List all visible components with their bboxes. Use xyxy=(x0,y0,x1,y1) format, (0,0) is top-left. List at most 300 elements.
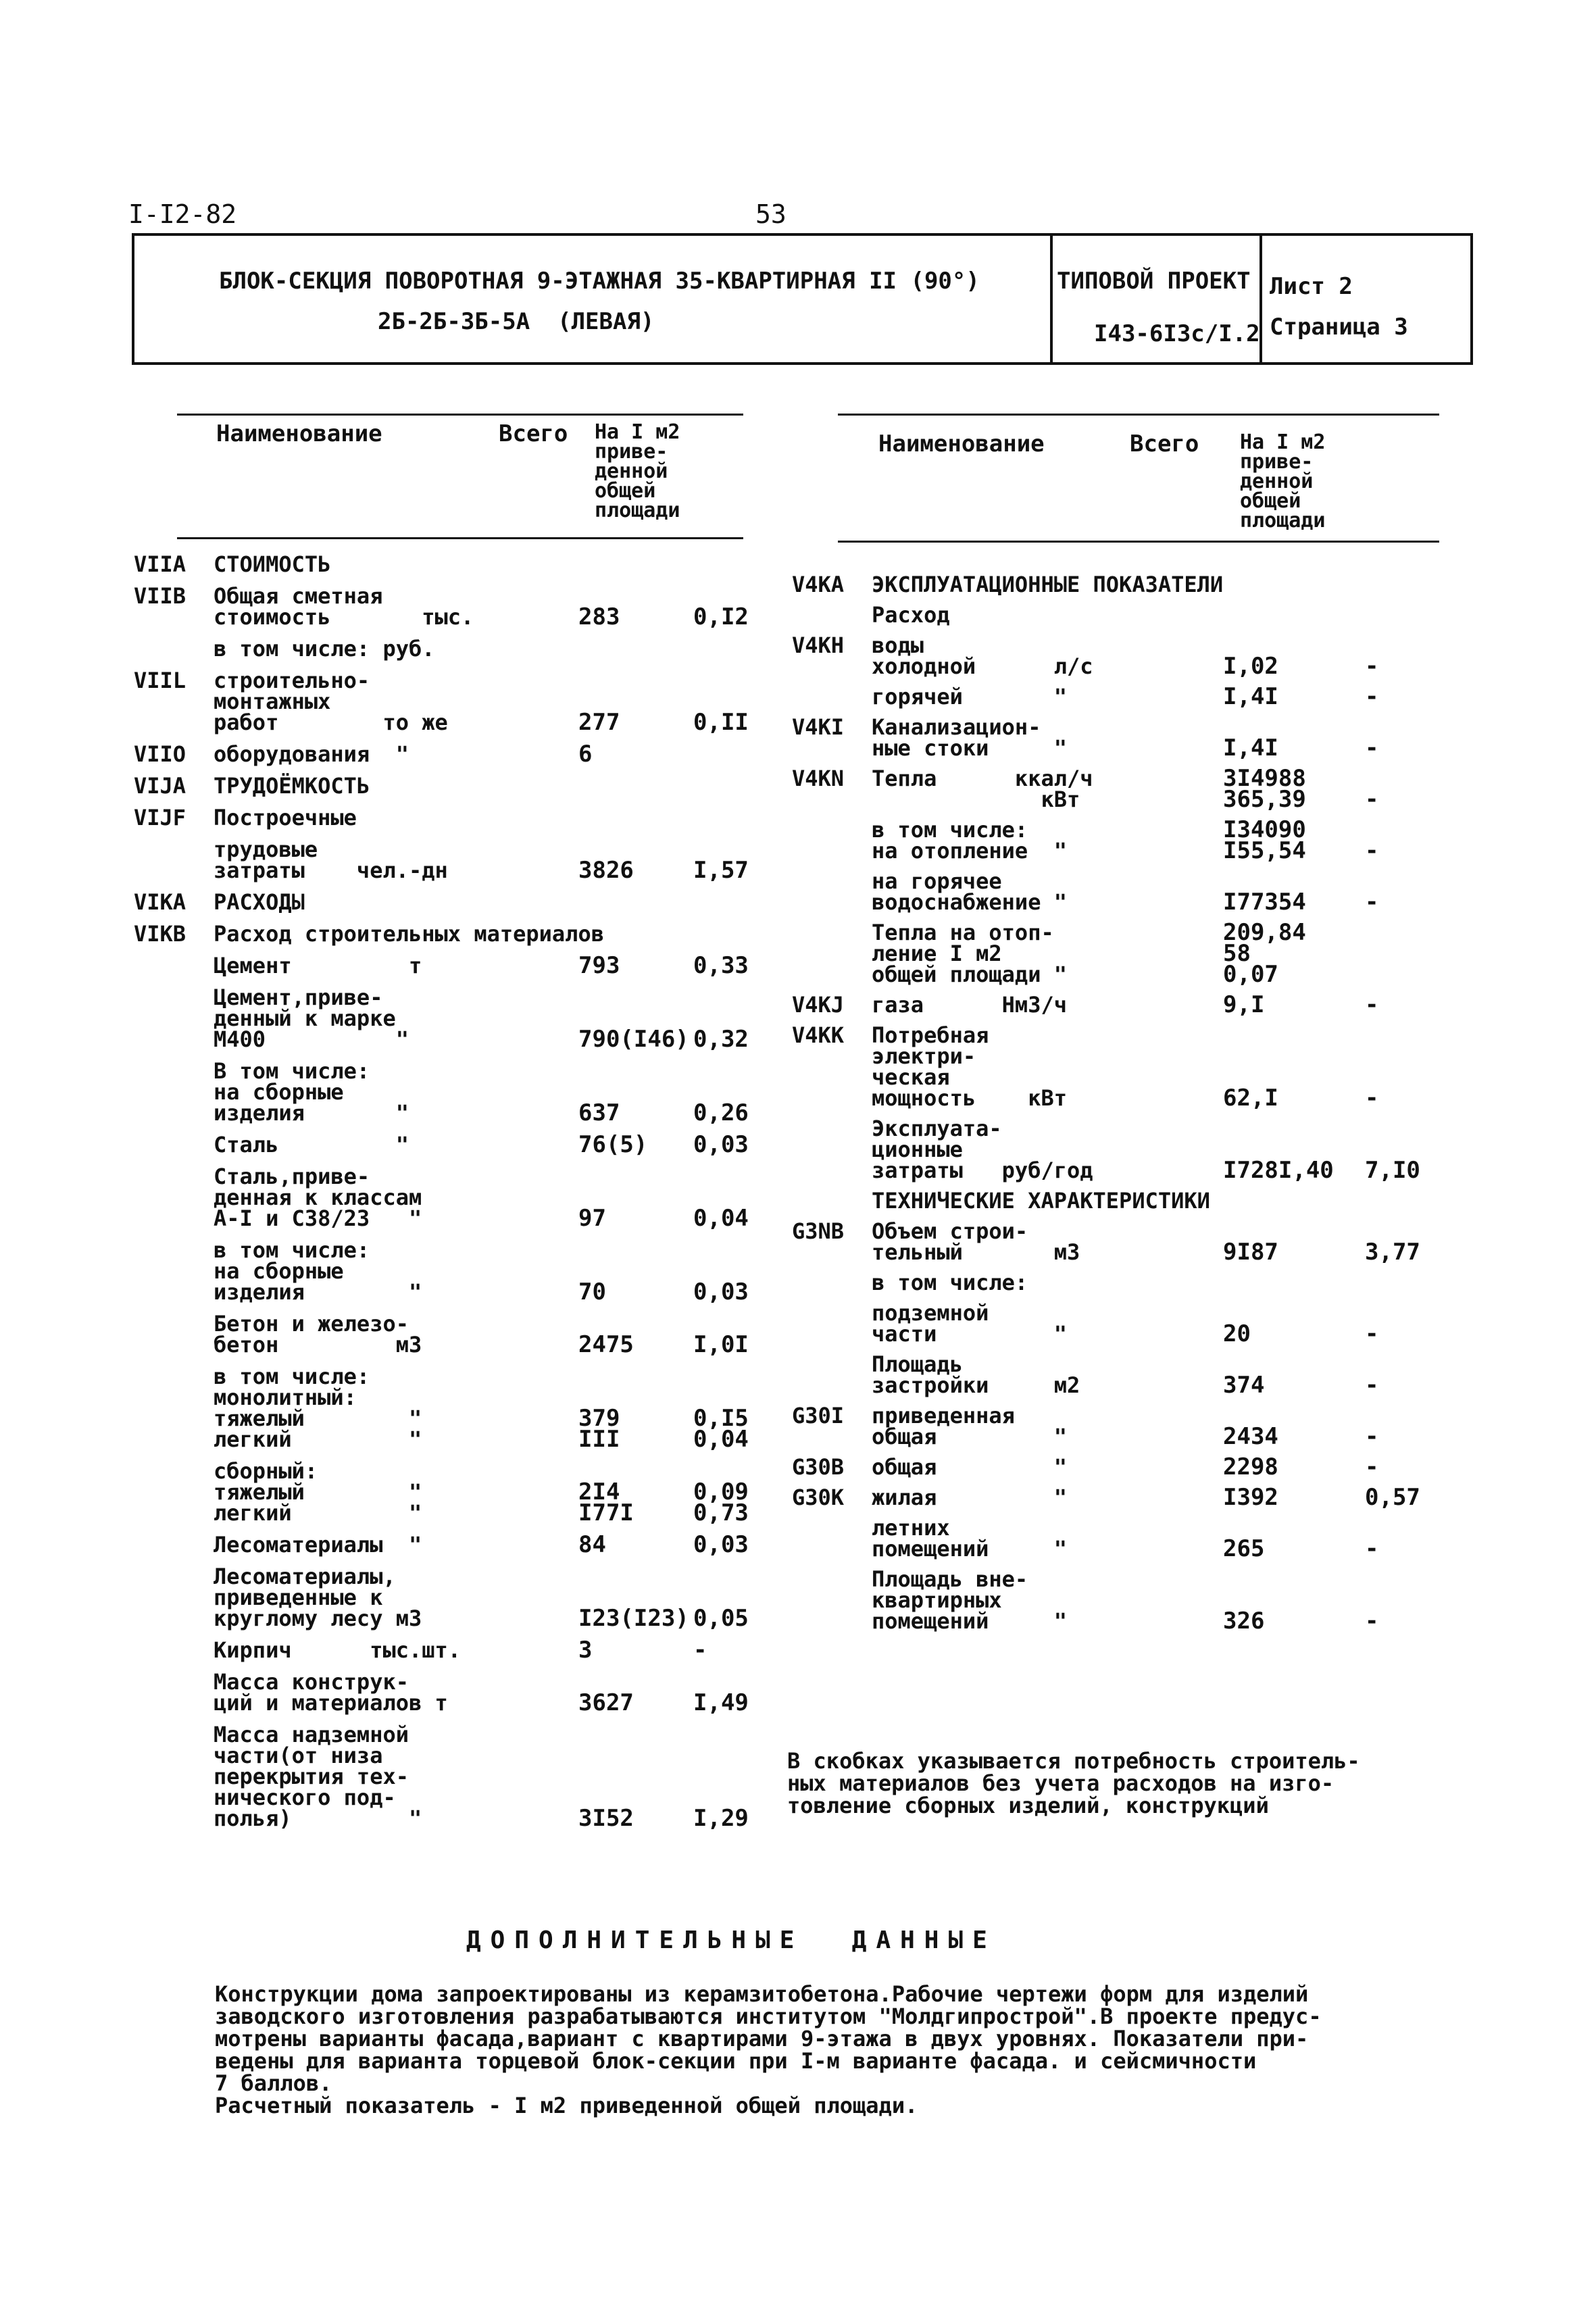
row-name-line: помещений " xyxy=(872,1536,1067,1562)
row-name xyxy=(872,1272,1223,1293)
table-row xyxy=(134,889,742,915)
table-row xyxy=(134,1311,749,1358)
footnote xyxy=(787,1750,1360,1817)
text-line: приве- xyxy=(595,440,668,464)
row-name-line: сборный: xyxy=(214,1458,318,1484)
row-name-line: Тепла ккал/ч xyxy=(872,766,1093,791)
row-total: I23(I23) xyxy=(578,1605,689,1632)
row-name-line: тяжелый " xyxy=(214,1479,422,1505)
row-name-line: воды xyxy=(872,632,924,658)
row-per-m2: - xyxy=(1365,991,1379,1018)
row-per-m2: 0,09 0,73 xyxy=(693,1478,749,1526)
row-total: 3627 xyxy=(578,1689,634,1716)
row-name-line: ционные xyxy=(872,1137,963,1162)
row-name-line: ТЕХНИЧЕСКИЕ ХАРАКТЕРИСТИКИ xyxy=(872,1188,1210,1214)
row-name xyxy=(214,1166,578,1229)
table-row xyxy=(134,1164,749,1232)
row-name-line: нического под- xyxy=(214,1785,396,1810)
row-name xyxy=(214,921,604,947)
extra-text xyxy=(215,1983,1322,2117)
row-total: 326 xyxy=(1223,1608,1265,1635)
row-name xyxy=(872,1218,1223,1265)
row-per-m2: - xyxy=(1365,1608,1379,1635)
row-name-line: общей площади " xyxy=(872,962,1067,987)
row-code: G30K xyxy=(792,1485,845,1510)
row-name-line: Лесоматериалы " xyxy=(214,1532,422,1558)
row-total: 637 xyxy=(578,1099,620,1126)
row-per-m2: - xyxy=(1365,786,1379,813)
table-row xyxy=(792,1403,1441,1450)
title-line-2: 2Б-2Б-3Б-5А (ЛЕВАЯ) xyxy=(378,308,655,335)
row-total: 2298 xyxy=(1223,1453,1278,1480)
row-name xyxy=(214,636,578,662)
row-per-m2: 3,77 xyxy=(1365,1239,1420,1266)
left-col-total-header: Всего xyxy=(499,420,568,447)
table-row xyxy=(134,741,742,768)
table-row xyxy=(134,1669,749,1716)
row-name xyxy=(214,839,578,881)
row-name xyxy=(214,741,578,767)
row-code: VIKA xyxy=(134,889,186,915)
table-row xyxy=(134,921,742,947)
row-name-line: строительно- xyxy=(214,668,370,693)
row-total: I,4I xyxy=(1223,683,1278,710)
table-row xyxy=(792,714,1441,762)
row-per-m2: - xyxy=(1365,1423,1379,1450)
text-line: На I м2 xyxy=(1240,430,1326,454)
table-row xyxy=(792,574,1441,595)
row-name xyxy=(214,1724,578,1829)
text-line: общей xyxy=(595,479,656,503)
row-name-line: ческая xyxy=(872,1064,950,1090)
table-row xyxy=(134,1237,749,1305)
row-name-line: изделия " xyxy=(214,1100,409,1126)
row-total: 277 xyxy=(578,709,620,736)
row-name-line: бетон м3 xyxy=(214,1332,422,1358)
row-per-m2: 0,32 xyxy=(693,1026,749,1053)
row-code: V4KJ xyxy=(792,992,845,1018)
row-total: 70 xyxy=(578,1278,606,1305)
row-name-line: В том числе: xyxy=(214,1058,370,1084)
row-total: 3826 xyxy=(578,857,634,884)
row-per-m2: 0,03 xyxy=(693,1531,749,1558)
row-per-m2: - xyxy=(1365,837,1379,864)
table-row xyxy=(792,1300,1441,1347)
row-code: V4KN xyxy=(792,766,845,791)
table-row xyxy=(792,602,1441,628)
row-per-m2: 0,26 xyxy=(693,1099,749,1126)
row-code: V4KK xyxy=(792,1022,845,1048)
row-code: V4KH xyxy=(792,632,845,658)
title-line-1: БЛОК-СЕКЦИЯ ПОВОРОТНАЯ 9-ЭТАЖНАЯ 35-КВАРТИРНАЯ II (90°) xyxy=(219,268,980,295)
row-total: 3I4988 365,39 xyxy=(1223,765,1306,813)
table-row xyxy=(792,1218,1441,1266)
text-line: ных материалов без учета расходов на изго- xyxy=(787,1770,1335,1796)
row-total: 790(I46) xyxy=(578,1026,689,1053)
row-name-line: общая " xyxy=(872,1454,1067,1480)
table-row xyxy=(134,1637,742,1664)
row-name xyxy=(214,1311,578,1358)
row-name-line: ЭКСПЛУАТАЦИОННЫЕ ПОКАЗАТЕЛИ xyxy=(872,572,1224,597)
text-line: заводского изготовления разрабатываются институтом "Молдгипрострой".В проекте предус- xyxy=(215,2003,1322,2029)
row-per-m2: I,0I xyxy=(693,1331,749,1358)
row-name-line: СТОИМОСТЬ xyxy=(214,551,331,577)
row-total: I,4I xyxy=(1223,735,1278,762)
row-code: VIIL xyxy=(134,668,186,693)
row-name xyxy=(872,684,1223,710)
row-per-m2: 0,03 xyxy=(693,1278,749,1305)
row-code: V4KA xyxy=(792,572,845,597)
left-col-name-header: Наименование xyxy=(216,420,382,447)
row-total: I,02 xyxy=(1223,653,1278,680)
row-name-line: легкий " xyxy=(214,1426,422,1452)
row-name-line: Тепла на отоп- xyxy=(872,920,1054,945)
table-row xyxy=(134,583,749,630)
row-name-line: легкий " xyxy=(214,1500,422,1526)
row-per-m2: - xyxy=(1365,1372,1379,1399)
row-code: VIJA xyxy=(134,773,186,799)
title-block xyxy=(132,233,1473,365)
right-indicators-table xyxy=(792,574,1441,1641)
row-name xyxy=(214,1237,578,1305)
table-row xyxy=(134,985,749,1053)
table-row xyxy=(134,636,742,662)
row-total: 209,84 58 0,07 xyxy=(1223,919,1306,988)
row-per-m2: 0,05 xyxy=(693,1605,749,1632)
row-name-line: Объем строи- xyxy=(872,1218,1028,1244)
row-name-line: приведенные к xyxy=(214,1585,383,1610)
row-code: G3NB xyxy=(792,1218,845,1244)
row-name-line: электри- xyxy=(872,1043,976,1069)
row-name-line: Масса надземной xyxy=(214,1722,409,1747)
row-name xyxy=(214,551,578,577)
table-row xyxy=(792,765,1441,813)
row-name-line: изделия " xyxy=(214,1279,422,1305)
row-name-line: Расход строительных материалов xyxy=(214,921,604,947)
text-line: мотрены варианты фасада,вариант с квартирами 9-этажа в двух уровнях. Показатели при- xyxy=(215,2026,1309,2051)
row-name xyxy=(214,773,578,799)
row-name-line: в том числе: руб. xyxy=(214,636,435,662)
sheet-label: Лист 2 xyxy=(1270,273,1353,300)
row-total: I77354 xyxy=(1223,889,1306,916)
text-line: площади xyxy=(595,499,680,522)
row-per-m2: 7,I0 xyxy=(1365,1157,1420,1184)
table-row xyxy=(134,1531,749,1558)
row-name-line: Расход xyxy=(872,602,950,628)
table-row xyxy=(792,1453,1441,1480)
table-row xyxy=(134,1722,749,1832)
row-name xyxy=(872,1118,1223,1181)
row-per-m2: - xyxy=(1365,889,1379,916)
row-name-line: оборудования " xyxy=(214,741,409,767)
row-name-line: работ то же xyxy=(214,710,448,735)
row-name-line: Сталь,приве- xyxy=(214,1164,370,1189)
row-name-line: водоснабжение " xyxy=(872,889,1067,915)
row-per-m2: 0,33 xyxy=(693,952,749,979)
row-total: I34090 I55,54 xyxy=(1223,816,1306,864)
table-row xyxy=(792,1566,1441,1635)
row-total: 374 xyxy=(1223,1372,1265,1399)
row-name-line: в том числе: xyxy=(214,1364,370,1389)
row-per-m2: - xyxy=(1365,1453,1379,1480)
row-name xyxy=(872,1022,1223,1111)
row-total: 3I52 xyxy=(578,1805,634,1832)
text-line: На I м2 xyxy=(595,420,680,444)
row-name xyxy=(872,1487,1223,1508)
row-name xyxy=(214,1637,578,1663)
row-code: VIKB xyxy=(134,921,186,947)
table-row xyxy=(792,991,1441,1018)
row-name-line: Канализацион- xyxy=(872,714,1041,740)
row-name xyxy=(872,1405,1223,1447)
table-row xyxy=(134,668,749,736)
text-line: Конструкции дома запроектированы из керамзитобетона.Рабочие чертежи форм для изделий xyxy=(215,1981,1309,2007)
row-name-line: летних xyxy=(872,1515,950,1541)
row-name-line: тяжелый " xyxy=(214,1405,422,1431)
table-row xyxy=(134,1458,749,1526)
row-name-line: Лесоматериалы, xyxy=(214,1564,396,1589)
row-name xyxy=(214,1458,578,1526)
row-name-line: кВт xyxy=(872,787,1080,812)
row-name xyxy=(872,817,1223,864)
row-per-m2: 0,04 xyxy=(693,1205,749,1232)
row-name-line: квартирных xyxy=(872,1587,1002,1613)
row-name-line: общая " xyxy=(872,1424,1067,1449)
text-line: В скобках указывается потребность строитель- xyxy=(787,1748,1360,1774)
row-total: I392 xyxy=(1223,1484,1278,1511)
row-name-line: стоимость тыс. xyxy=(214,604,474,630)
right-col-per-header xyxy=(1240,432,1325,530)
row-name-line: Площадь xyxy=(872,1351,963,1377)
project-number: I43-6I3с/I.2 xyxy=(1094,320,1260,347)
table-row xyxy=(792,868,1441,916)
row-name-line: на сборные xyxy=(214,1079,344,1105)
row-name-line: Общая сметная xyxy=(214,583,383,609)
row-total: 379 III xyxy=(578,1405,620,1453)
row-per-m2: - xyxy=(1365,1535,1379,1562)
row-name-line: Кирпич тыс.шт. xyxy=(214,1637,462,1663)
row-name-line: РАСХОДЫ xyxy=(214,889,305,915)
row-total: 6 xyxy=(578,741,593,768)
right-col-total-header: Всего xyxy=(1130,430,1199,457)
row-name-line: холодной л/с xyxy=(872,653,1093,679)
row-name xyxy=(214,987,578,1050)
row-per-m2: - xyxy=(1365,683,1379,710)
row-per-m2: I,57 xyxy=(693,857,749,884)
row-code: G30B xyxy=(792,1454,845,1480)
text-line: ведены для варианта торцевой блок-секции при I-м варианте фасада. и сейсмичности xyxy=(215,2048,1257,2074)
table-row xyxy=(792,683,1441,710)
row-name-line: на горячее xyxy=(872,868,1002,894)
row-name-line: М400 " xyxy=(214,1026,409,1052)
row-name xyxy=(872,602,1223,628)
table-row xyxy=(134,807,742,828)
row-name-line: в том числе: xyxy=(872,817,1028,843)
row-name-line: трудовые xyxy=(214,837,318,862)
row-name xyxy=(214,670,578,733)
row-name-line: перекрытия тех- xyxy=(214,1764,409,1789)
row-per-m2: - xyxy=(1365,653,1379,680)
row-name xyxy=(214,955,578,976)
row-per-m2: 0,03 xyxy=(693,1131,749,1158)
row-name-line: Эксплуата- xyxy=(872,1116,1002,1141)
row-name-line: Построечные xyxy=(214,805,357,830)
row-name xyxy=(214,1669,578,1716)
document-code: I-I2-82 xyxy=(128,199,237,229)
row-name-line: ление I м2 xyxy=(872,941,1002,966)
row-per-m2: - xyxy=(1365,1085,1379,1112)
row-total: 84 xyxy=(578,1531,606,1558)
row-name xyxy=(214,1366,578,1450)
row-total: 9I87 xyxy=(1223,1239,1278,1266)
row-name xyxy=(214,1566,578,1629)
row-per-m2: - xyxy=(1365,1320,1379,1347)
row-total: 20 xyxy=(1223,1320,1251,1347)
row-total: 62,I xyxy=(1223,1085,1278,1112)
row-name xyxy=(872,1566,1223,1634)
left-col-per-header xyxy=(595,422,680,520)
row-name-line: ные стоки " xyxy=(872,735,1067,761)
row-name-line: застройки м2 xyxy=(872,1372,1080,1398)
row-name-line: части " xyxy=(872,1321,1067,1347)
row-name-line: ций и материалов т xyxy=(214,1690,448,1716)
text-line: денной xyxy=(595,459,668,483)
row-name xyxy=(214,889,578,915)
row-total: 2475 xyxy=(578,1331,634,1358)
table-row xyxy=(792,1515,1441,1562)
row-name-line: Бетон и железо- xyxy=(214,1311,409,1337)
row-name-line: А-I и С38/23 " xyxy=(214,1205,422,1231)
row-name xyxy=(214,583,578,630)
row-name-line: денная к классам xyxy=(214,1185,422,1210)
row-name-line: на отопление " xyxy=(872,838,1067,864)
row-name-line: Потребная xyxy=(872,1022,989,1048)
row-per-m2: 0,I2 xyxy=(693,603,749,630)
row-name-line: газа Нм3/ч xyxy=(872,992,1067,1018)
row-code: VIIO xyxy=(134,741,186,767)
row-name-line: подземной xyxy=(872,1300,989,1326)
row-name-line: Цемент т xyxy=(214,953,422,978)
table-row xyxy=(792,919,1441,988)
row-code: G30I xyxy=(792,1403,845,1428)
row-per-m2: I,29 xyxy=(693,1805,749,1832)
row-per-m2: 0,57 xyxy=(1365,1484,1420,1511)
row-per-m2: 0,I5 0,04 xyxy=(693,1405,749,1453)
row-name-line: помещений " xyxy=(872,1608,1067,1634)
row-name xyxy=(872,1515,1223,1562)
row-code: VIJF xyxy=(134,805,186,830)
row-name-line: в том числе: xyxy=(214,1237,370,1263)
row-name xyxy=(872,1351,1223,1398)
row-name-line: ТРУДОЁМКОСТЬ xyxy=(214,773,370,799)
row-code: VIIB xyxy=(134,583,186,609)
row-name-line: Площадь вне- xyxy=(872,1566,1028,1592)
row-per-m2: 0,II xyxy=(693,709,749,736)
row-code: V4KI xyxy=(792,714,845,740)
row-name xyxy=(872,1188,1223,1214)
table-row xyxy=(792,1484,1441,1511)
row-per-m2: - xyxy=(693,1637,707,1664)
left-indicators-table xyxy=(134,551,749,1840)
table-row xyxy=(134,952,749,979)
page-label: Страница 3 xyxy=(1270,314,1408,341)
table-row xyxy=(134,551,742,577)
row-name-line: Масса конструк- xyxy=(214,1669,409,1695)
row-total: 76(5) xyxy=(578,1131,648,1158)
text-line: приве- xyxy=(1240,450,1314,474)
table-row xyxy=(134,1058,749,1126)
table-row xyxy=(792,1351,1441,1399)
row-name-line: затраты чел.-дн xyxy=(214,857,448,883)
table-row xyxy=(792,1022,1441,1112)
text-line: денной xyxy=(1240,470,1314,493)
row-total: 2434 xyxy=(1223,1423,1278,1450)
table-row xyxy=(134,1364,749,1453)
row-name xyxy=(872,1454,1223,1480)
row-name-line: в том числе: xyxy=(872,1270,1028,1295)
row-name-line: Цемент,приве- xyxy=(214,985,383,1010)
row-name xyxy=(872,1300,1223,1347)
row-name-line: полья) " xyxy=(214,1806,422,1831)
row-total: 283 xyxy=(578,603,620,630)
row-code: VIIA xyxy=(134,551,186,577)
row-name xyxy=(872,868,1223,915)
row-name-line: денный к марке xyxy=(214,1005,396,1031)
row-name xyxy=(872,768,1223,810)
row-name-line: монолитный: xyxy=(214,1385,357,1410)
row-total: I728I,40 xyxy=(1223,1157,1334,1184)
row-name-line: приведенная xyxy=(872,1403,1015,1428)
table-row xyxy=(792,1272,1441,1293)
right-col-name-header: Наименование xyxy=(878,430,1045,457)
row-total: 9,I xyxy=(1223,991,1265,1018)
row-name xyxy=(872,922,1223,985)
table-row xyxy=(134,1131,749,1158)
row-name xyxy=(214,1132,578,1158)
row-per-m2: I,49 xyxy=(693,1689,749,1716)
row-name xyxy=(214,807,578,828)
row-name-line: горячей " xyxy=(872,684,1067,710)
row-name xyxy=(214,1058,578,1126)
text-line: товление сборных изделий, конструкций xyxy=(787,1793,1269,1818)
text-line: Расчетный показатель - I м2 приведенной общей площади. xyxy=(215,2093,918,2118)
row-name-line: жилая " xyxy=(872,1485,1067,1510)
table-row xyxy=(134,1564,749,1632)
row-name-line: круглому лесу м3 xyxy=(214,1605,422,1631)
row-name xyxy=(872,632,1223,679)
row-total: 793 xyxy=(578,952,620,979)
row-name-line: мощность кВт xyxy=(872,1085,1067,1111)
project-label: ТИПОВОЙ ПРОЕКТ xyxy=(1057,268,1251,295)
table-row xyxy=(792,1116,1441,1184)
table-row xyxy=(792,632,1441,680)
table-row xyxy=(792,816,1441,864)
row-name-line: Сталь " xyxy=(214,1132,409,1158)
table-row xyxy=(134,837,749,884)
text-line: площади xyxy=(1240,509,1326,532)
row-total: 265 xyxy=(1223,1535,1265,1562)
row-name xyxy=(214,1532,578,1558)
row-total: 97 xyxy=(578,1205,606,1232)
row-name xyxy=(872,992,1223,1018)
row-name-line: на сборные xyxy=(214,1258,344,1284)
row-per-m2: - xyxy=(1365,735,1379,762)
row-name-line: тельный м3 xyxy=(872,1239,1080,1265)
table-row xyxy=(134,773,742,799)
table-row xyxy=(792,1188,1441,1214)
page-number: 53 xyxy=(755,199,787,229)
row-name-line: затраты руб/год xyxy=(872,1158,1093,1183)
